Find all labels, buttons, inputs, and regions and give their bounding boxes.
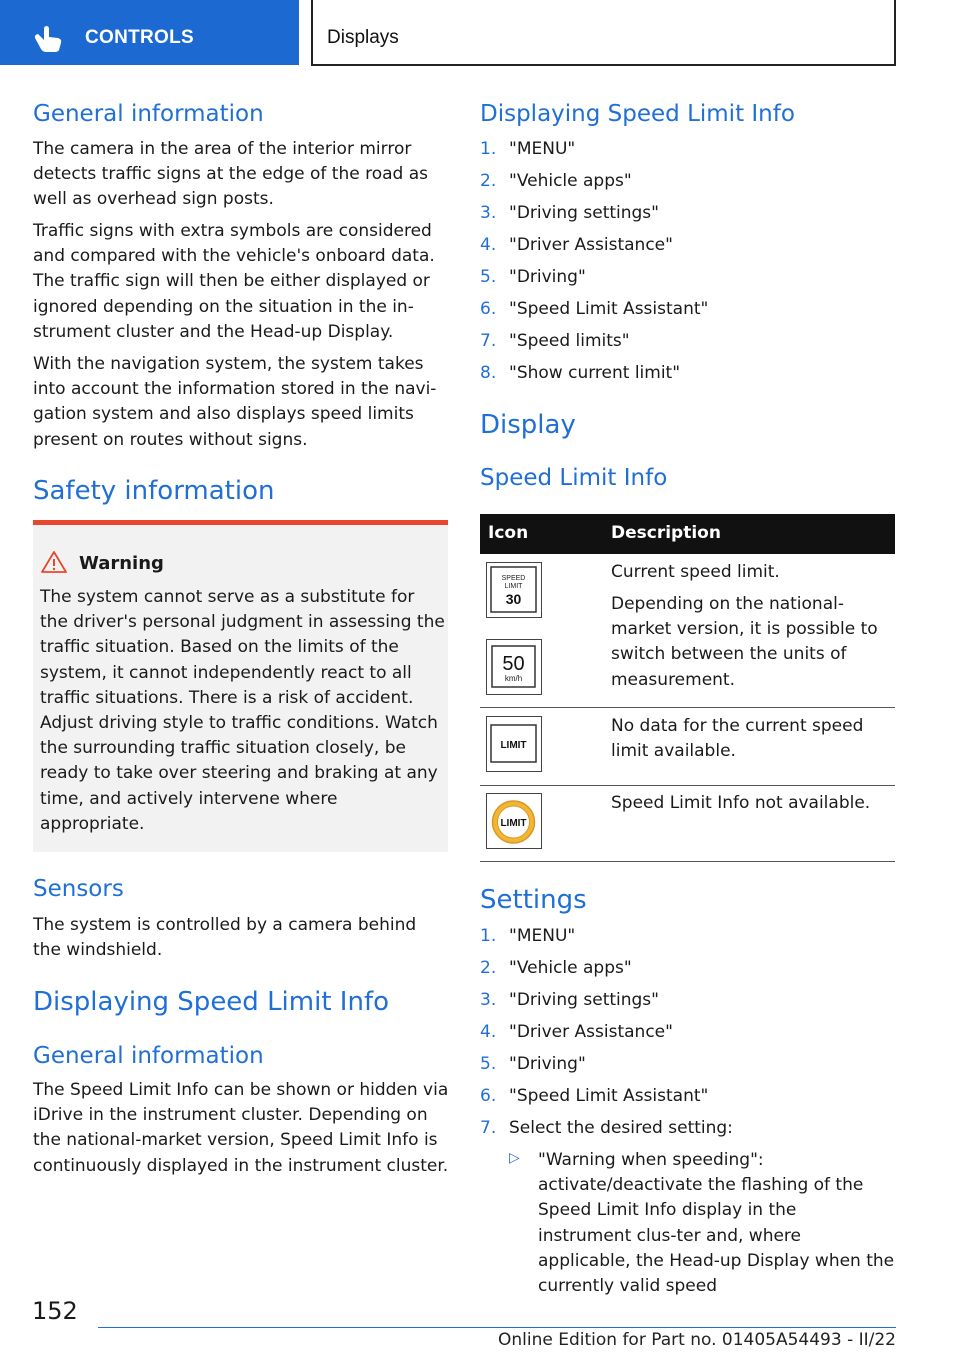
displays-tab-label: Displays	[327, 27, 399, 48]
speed-limit-info-heading: Speed Limit Info	[480, 465, 668, 491]
svg-text:LIMIT: LIMIT	[500, 740, 527, 751]
list-item: 6. "Speed Limit Assistant"	[480, 1086, 709, 1106]
speed-limit-50-kmh-icon	[486, 639, 542, 695]
controls-tab[interactable]	[0, 0, 299, 65]
dsli-steps-list	[480, 133, 895, 389]
list-item: 1. "MENU"	[480, 139, 576, 159]
svg-text:50: 50	[502, 653, 525, 675]
list-item: 8. "Show current limit"	[480, 363, 681, 383]
row1-description-1: Current speed limit.	[611, 562, 780, 582]
general-info-2-text: The Speed Limit Info can be shown or hidden via iDrive in the instrument cluster. Depending on the national-market version, Speed Limit Info is continuously displayed in the instrument cluster.	[33, 1080, 449, 1176]
list-item: 7. "Speed limits"	[480, 331, 630, 351]
displaying-speed-limit-info-heading-right: Displaying Speed Limit Info	[480, 101, 795, 127]
limit-not-available-icon	[486, 793, 542, 849]
speed-limit-30-icon	[486, 562, 542, 618]
general-info-paragraph-3: With the navigation system, the system takes into account the information stored in the navi‐gation system and also displays speed limits present on routes without signs.	[33, 354, 437, 450]
sub-bullet-marker-icon: ▷	[509, 1150, 520, 1166]
safety-information-heading: Safety information	[33, 476, 275, 506]
list-item: 5. "Driving"	[480, 267, 586, 287]
sensors-heading: Sensors	[33, 876, 124, 902]
sensors-text: The system is controlled by a camera behind the windshield.	[33, 915, 417, 961]
settings-steps-list	[480, 920, 895, 1144]
warning-text: The system cannot serve as a substitute for the driver's personal judgment in assessing the traffic situation. Based on the limits of the system, it cannot independently react to all traffic situations. There is a risk of accident. Adjust driving style to traffic conditions. Watch the surrounding traffic situation closely, be ready to take over steering and braking at any time, and actively intervene where appropriate.	[40, 587, 445, 834]
hand-pointer-icon	[34, 25, 64, 53]
warning-title: Warning	[79, 553, 164, 574]
row3-description: Speed Limit Info not available.	[611, 793, 871, 813]
list-item: 2. "Vehicle apps"	[480, 171, 632, 191]
settings-heading: Settings	[480, 885, 587, 915]
general-information-heading: General information	[33, 101, 264, 127]
row1-description-2: Depending on the national-market version, it is possible to switch between the units of measurement.	[611, 594, 878, 690]
svg-text:30: 30	[505, 591, 522, 607]
edition-text[interactable]: Online Edition for Part no. 01405A54493 - II/22	[497, 1330, 896, 1350]
displays-tab[interactable]	[311, 0, 896, 66]
sub-bullet-text: "Warning when speeding": activate/deactivate the flashing of the Speed Limit Info display in the instrument clus‐ter and, where applicable, the Head-up Display when the currently valid speed	[538, 1150, 895, 1297]
list-item: 5. "Driving"	[480, 1054, 586, 1074]
list-item: 7. Select the desired setting:	[480, 1118, 733, 1138]
svg-text:km/h: km/h	[504, 674, 523, 683]
svg-text:LIMIT: LIMIT	[500, 818, 527, 829]
controls-tab-label: CONTROLS	[85, 27, 195, 48]
footer-divider	[98, 1327, 896, 1328]
table-header	[480, 514, 895, 554]
general-info-paragraph-2: Traffic signs with extra symbols are considered and compared with the vehicle's onboard data. The traffic sign will then be either displayed or ignored depending on the situation in the in‐strument cluster and the Head-up Display.	[33, 221, 435, 342]
general-info-paragraph-1: The camera in the area of the interior mirror detects traffic signs at the edge of the road as well as overhead sign posts.	[33, 139, 429, 210]
table-row-divider	[480, 707, 895, 708]
display-heading: Display	[480, 410, 576, 440]
general-information-heading-2: General information	[33, 1043, 264, 1069]
displaying-speed-limit-info-heading-left: Displaying Speed Limit Info	[33, 987, 390, 1017]
list-item: 6. "Speed Limit Assistant"	[480, 299, 709, 319]
list-item: 4. "Driver Assistance"	[480, 1022, 673, 1042]
svg-text:SPEED: SPEED	[501, 575, 526, 582]
limit-no-data-icon	[486, 716, 542, 772]
page-number: 152	[32, 1297, 78, 1325]
table-row-divider	[480, 785, 895, 786]
list-item: 4. "Driver Assistance"	[480, 235, 673, 255]
table-row-divider	[480, 861, 895, 862]
svg-text:LIMIT: LIMIT	[504, 583, 523, 590]
column-header-icon: Icon	[488, 523, 529, 543]
row2-description: No data for the current speed limit available.	[611, 716, 864, 762]
warning-triangle-icon	[41, 551, 67, 573]
list-item: 1. "MENU"	[480, 926, 576, 946]
list-item: 2. "Vehicle apps"	[480, 958, 632, 978]
warning-box	[33, 520, 448, 852]
list-item: 3. "Driving settings"	[480, 203, 659, 223]
column-header-description: Description	[611, 523, 721, 543]
list-item: 3. "Driving settings"	[480, 990, 659, 1010]
